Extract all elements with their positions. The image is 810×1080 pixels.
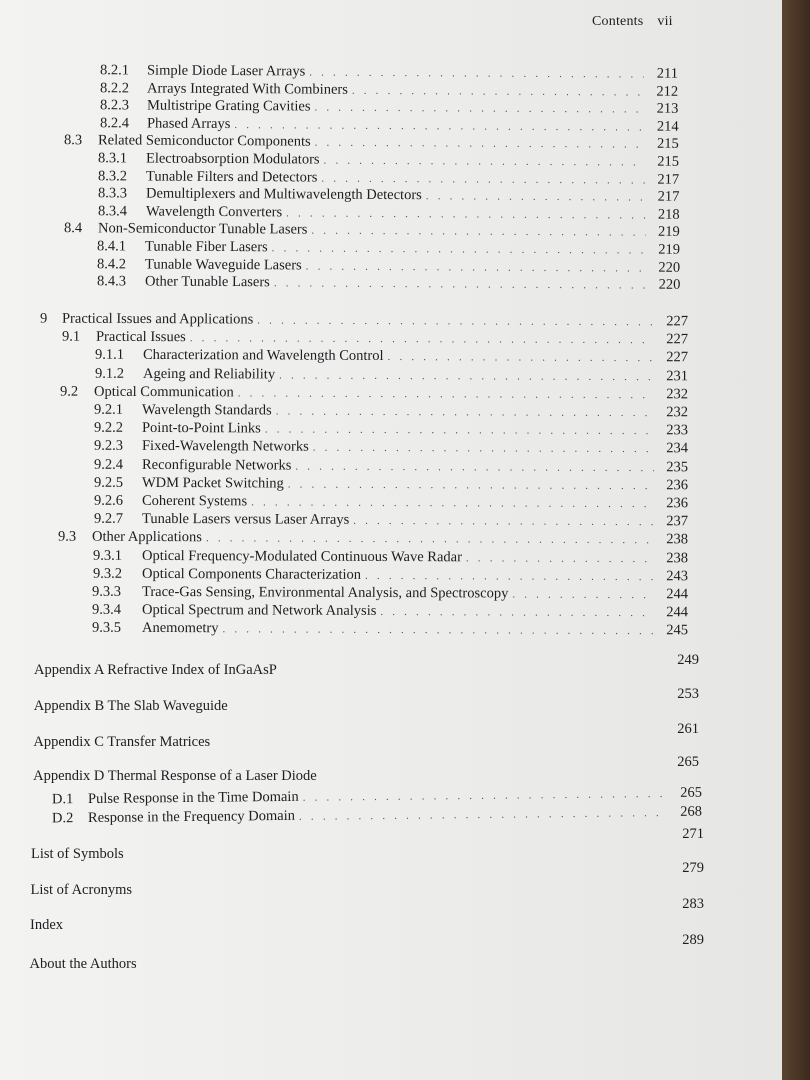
toc-section-number: 8.3.3: [97, 185, 128, 202]
toc-section-number: 8.2.1: [99, 62, 130, 79]
appendix-page-number: 249: [677, 652, 699, 668]
back-matter-title[interactable]: Index: [30, 917, 64, 933]
toc-page-number: 245: [666, 622, 689, 639]
toc-section-number: 8.3.2: [97, 167, 128, 184]
dot-leader: [286, 207, 646, 221]
toc-page-number: 217: [657, 171, 680, 188]
toc-entry[interactable]: [95, 365, 688, 386]
back-matter-page-number: 279: [682, 860, 704, 876]
toc-section-title: Wavelength Converters: [145, 203, 283, 221]
toc-section-title: Optical Spectrum and Network Analysis: [141, 602, 377, 620]
toc-page-number: 214: [656, 118, 679, 135]
toc-entry[interactable]: [94, 438, 688, 459]
toc-section-title: Multistripe Grating Cavities: [146, 97, 311, 115]
appendix-title[interactable]: Appendix C Transfer Matrices: [33, 734, 211, 750]
dot-leader: [426, 190, 646, 203]
back-matter-page-number: 289: [682, 932, 704, 948]
toc-page-number: 235: [666, 458, 689, 475]
toc-page-number: 236: [666, 495, 689, 512]
appendix-page-number: 253: [677, 686, 699, 702]
dot-leader: [324, 155, 646, 169]
dot-leader: [274, 277, 647, 291]
toc-section-title: Point-to-Point Links: [141, 420, 261, 437]
toc-page-number: 243: [666, 568, 689, 585]
toc-section-number: 9.1: [61, 328, 81, 345]
appendix-title[interactable]: Appendix B The Slab Waveguide: [33, 698, 228, 714]
toc-section-title: Phased Arrays: [146, 115, 231, 132]
toc-section-title: Ageing and Reliability: [142, 365, 276, 383]
toc-page-number: 213: [656, 100, 679, 117]
toc-section-number: 9.2.7: [93, 510, 124, 528]
toc-section-number: 9.3.1: [92, 547, 123, 564]
dot-leader: [257, 315, 654, 329]
dot-leader: [276, 405, 654, 419]
toc-section-title: Related Semiconductor Components: [97, 132, 311, 151]
toc-section-title: Optical Communication: [93, 383, 234, 401]
toc-page-number: 238: [666, 549, 689, 566]
toc-page-number: 227: [666, 313, 689, 330]
toc-section-number: D.2: [51, 810, 74, 827]
back-matter-page-number: 271: [682, 826, 704, 842]
dot-leader: [388, 351, 654, 364]
back-matter-title[interactable]: List of Acronyms: [30, 882, 132, 898]
toc-section-number: 9.2.2: [93, 419, 124, 437]
back-matter-title[interactable]: List of Symbols: [31, 846, 124, 862]
toc-page-number: 211: [656, 65, 679, 82]
dot-leader: [234, 119, 644, 134]
dot-leader: [353, 515, 654, 528]
dot-leader: [315, 137, 645, 151]
toc-section-title: Trace-Gas Sensing, Environmental Analysis, and Spectroscopy: [141, 583, 509, 602]
dot-leader: [222, 624, 654, 638]
toc-section-number: 9.1.2: [94, 365, 125, 382]
toc-entry[interactable]: [92, 620, 688, 641]
toc-section-number: 9.3.5: [91, 620, 122, 637]
toc-page-number: 219: [658, 241, 681, 258]
dot-leader: [309, 67, 644, 81]
toc-section-number: 8.2.2: [99, 79, 130, 97]
appendix-title[interactable]: Appendix A Refractive Index of InGaAsP: [34, 662, 277, 678]
toc-page-number: 232: [666, 404, 689, 421]
dot-leader: [272, 242, 646, 256]
toc-section-title: Tunable Lasers versus Laser Arrays: [141, 511, 350, 529]
appendix-page-number: 261: [677, 721, 699, 737]
toc-page-number: 238: [666, 531, 689, 548]
dot-leader: [380, 606, 654, 619]
dot-leader: [190, 332, 654, 346]
toc-page-number: 234: [666, 440, 689, 457]
toc-section-title: Anemometry: [141, 620, 219, 637]
toc-section-title: Simple Diode Laser Arrays: [146, 62, 306, 80]
toc-section-title: WDM Packet Switching: [141, 474, 284, 492]
toc-section-title: Non-Semiconductor Tunable Lasers: [97, 220, 308, 238]
toc-section-title: Arrays Integrated With Combiners: [146, 80, 348, 98]
back-matter-page-number: 283: [682, 896, 704, 912]
toc-page-number: 265: [680, 784, 703, 801]
toc-section-title: Response in the Frequency Domain: [87, 807, 296, 827]
dot-leader: [295, 460, 654, 474]
toc-section-title: Demultiplexers and Multiwavelength Detectors: [145, 185, 422, 204]
toc-page-number: 227: [666, 331, 689, 348]
toc-entry[interactable]: [93, 547, 688, 568]
toc-section-number: 8.3: [63, 132, 83, 149]
dot-leader: [365, 570, 654, 583]
appendix-page-number: 265: [677, 754, 699, 770]
dot-leader: [279, 369, 654, 383]
toc-section-title: Optical Frequency-Modulated Continuous Wave Radar: [141, 547, 462, 565]
header-page-number: vii: [657, 14, 673, 29]
toc-page-number: 244: [666, 604, 689, 621]
toc-section-number: 9.1.1: [94, 347, 125, 364]
toc-section-number: 8.4.1: [96, 238, 127, 255]
toc-page-number: 215: [657, 153, 680, 170]
toc-entry[interactable]: [95, 347, 688, 368]
toc-section-title: Other Tunable Lasers: [144, 273, 270, 291]
toc-page-number: 217: [657, 188, 680, 205]
dot-leader: [512, 589, 654, 602]
toc-section-number: 9.2: [59, 383, 79, 400]
toc-entry[interactable]: [58, 529, 688, 550]
toc-section-title: Other Applications: [91, 529, 202, 546]
toc-section-title: Wavelength Standards: [141, 401, 272, 419]
toc-section-title: Electroabsorption Modulators: [145, 150, 320, 168]
toc-page-number: 233: [666, 422, 689, 439]
toc-page-number: 215: [656, 136, 679, 153]
toc-section-number: D.1: [51, 791, 74, 808]
toc-section-title: Optical Components Characterization: [141, 565, 362, 583]
dot-leader: [288, 478, 654, 492]
toc-page-number: 232: [666, 386, 689, 403]
book-edge: [782, 0, 810, 1080]
dot-leader: [311, 225, 645, 239]
toc-section-title: Reconfigurable Networks: [141, 456, 292, 474]
toc-section-number: 9.3.4: [91, 601, 122, 619]
toc-section-title: Tunable Filters and Detectors: [145, 168, 318, 186]
dot-leader: [306, 260, 647, 274]
toc-entry[interactable]: [94, 456, 688, 477]
toc-section-title: Practical Issues: [95, 328, 186, 346]
toc-section-number: 8.2.3: [99, 97, 130, 114]
toc-section-number: 8.4: [63, 220, 83, 237]
toc-entry[interactable]: [94, 475, 688, 496]
back-matter-title[interactable]: About the Authors: [29, 956, 137, 972]
toc-page-number: 268: [680, 803, 703, 820]
toc-section-number: 9.2.6: [93, 492, 124, 509]
toc-section-title: Practical Issues and Applications: [61, 310, 254, 328]
dot-leader: [466, 552, 654, 565]
toc-section-number: 9.2.1: [93, 401, 124, 418]
toc-page-number: 212: [656, 83, 679, 100]
dot-leader: [265, 424, 654, 438]
toc-page-number: 218: [657, 206, 680, 223]
dot-leader: [299, 807, 668, 823]
toc-page-number: 236: [666, 476, 689, 494]
toc-page-number: 227: [666, 349, 689, 366]
toc-section-number: 9.2.5: [93, 474, 124, 491]
toc-section-title: Tunable Waveguide Lasers: [144, 256, 302, 274]
toc-section-number: 9.3.3: [91, 583, 122, 600]
toc-section-number: 9.3: [57, 529, 77, 546]
dot-leader: [251, 496, 654, 510]
toc-page-number: 220: [658, 259, 681, 276]
toc-page-number: 220: [658, 276, 681, 293]
toc-page-number: 244: [666, 586, 689, 603]
toc-section-title: Characterization and Wavelength Control: [142, 347, 384, 365]
toc-section-number: 9.2.4: [93, 456, 124, 473]
toc-entry[interactable]: [93, 565, 688, 586]
toc-entry[interactable]: [97, 273, 680, 295]
toc-section-number: 9.2.3: [93, 438, 124, 455]
toc-section-number: 9.3.2: [92, 565, 123, 582]
dot-leader: [321, 172, 645, 186]
dot-leader: [303, 788, 668, 804]
dot-leader: [314, 102, 644, 116]
toc-section-number: 8.4.3: [96, 273, 127, 290]
dot-leader: [238, 387, 654, 401]
dot-leader: [313, 442, 654, 455]
toc-section-title: Coherent Systems: [141, 492, 248, 510]
toc-section-title: Pulse Response in the Time Domain: [87, 788, 299, 808]
toc-section-number: 8.3.4: [97, 203, 128, 220]
toc-section-number: 8.3.1: [97, 150, 128, 167]
header-label: Contents: [592, 14, 644, 29]
toc-section-number: 8.2.4: [99, 115, 130, 132]
appendix-title[interactable]: Appendix D Thermal Response of a Laser Diode: [33, 768, 317, 784]
toc-section-title: Tunable Fiber Lasers: [144, 238, 268, 256]
toc-page-number: 219: [657, 224, 680, 241]
running-header: [592, 14, 673, 30]
toc-page-number: 231: [666, 367, 689, 384]
toc-page-number: 237: [666, 513, 689, 530]
toc-section-number: 8.4.2: [96, 255, 127, 272]
dot-leader: [352, 84, 644, 98]
toc-section-number: 9: [39, 310, 48, 327]
dot-leader: [206, 533, 654, 547]
toc-section-title: Fixed-Wavelength Networks: [141, 438, 309, 456]
